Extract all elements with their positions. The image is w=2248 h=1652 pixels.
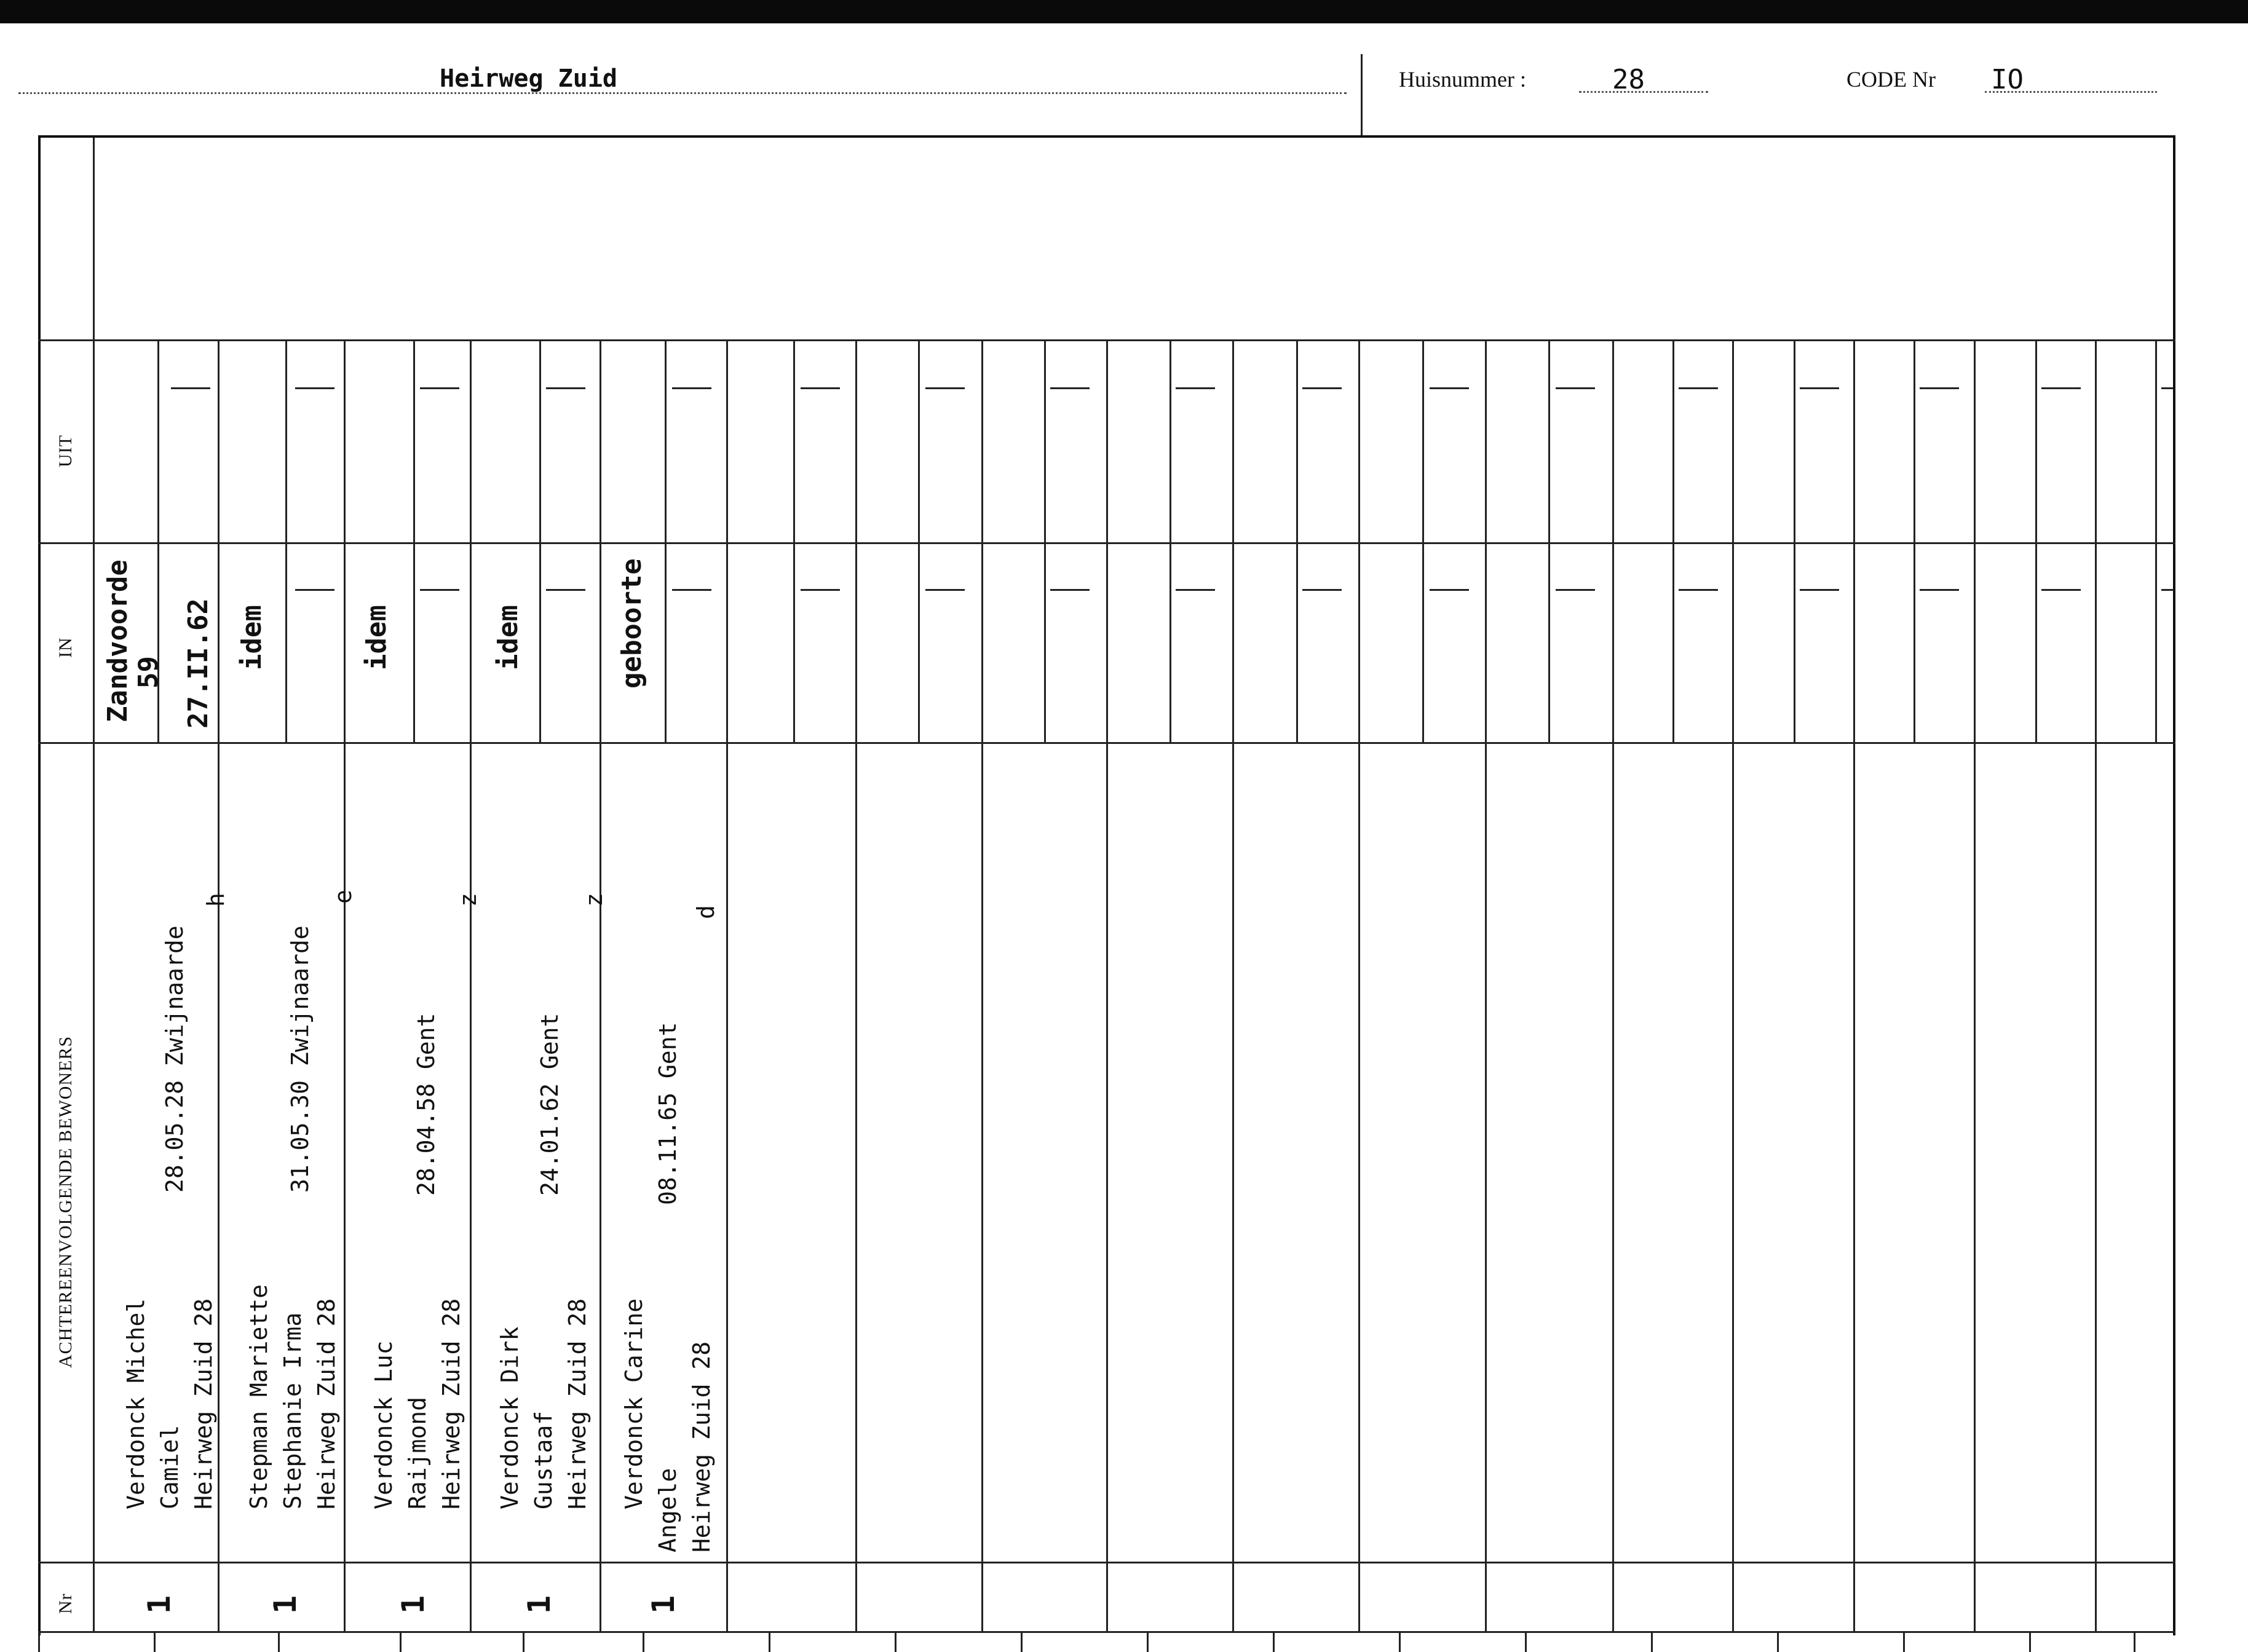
record-1-in-place: Zandvoorde (102, 559, 133, 722)
column-divider (1612, 339, 1614, 1631)
record-3-birth: 28.04.58 Gent (413, 1013, 440, 1196)
uit-dash (295, 387, 334, 389)
record-5-birth: 08.11.65 Gent (654, 1022, 681, 1205)
column-label-uit: UIT (55, 435, 76, 467)
header-divider (1361, 54, 1363, 135)
sub-column-divider (2155, 339, 2157, 742)
bottom-tick (1399, 1631, 1401, 1652)
code-label: CODE Nr (1846, 67, 1936, 92)
column-divider (1106, 339, 1108, 1631)
column-divider (981, 339, 983, 1631)
column-divider (1732, 339, 1734, 1631)
sub-column-divider (1548, 339, 1550, 742)
record-1-nr: 1 (141, 1595, 177, 1614)
bottom-tick (769, 1631, 770, 1652)
uit-dash (925, 387, 965, 389)
column-divider (855, 339, 857, 1631)
sub-column-divider (285, 339, 287, 742)
in-dash (546, 589, 585, 591)
bottom-tick (2134, 1631, 2135, 1652)
in-dash (801, 589, 840, 591)
record-3-nr: 1 (395, 1595, 431, 1614)
in-dash (420, 589, 459, 591)
in-dash (1679, 589, 1718, 591)
record-2-birth: 31.05.30 Zwijnaarde (287, 925, 314, 1193)
sub-column-divider (665, 339, 667, 742)
record-5-in-place: geboorte (616, 558, 647, 689)
uit-dash (1800, 387, 1839, 389)
uit-dash (2041, 387, 2081, 389)
uit-dash (1176, 387, 1215, 389)
sub-column-divider (1044, 339, 1046, 742)
column-divider (344, 339, 346, 1631)
sub-column-divider (1170, 339, 1171, 742)
in-dash (2041, 589, 2081, 591)
in-dash (1050, 589, 1090, 591)
uit-dash (1430, 387, 1469, 389)
record-4-in-place: idem (493, 605, 524, 670)
uit-dash (420, 387, 459, 389)
in-dash (1430, 589, 1469, 591)
record-1-birth: 28.05.28 Zwijnaarde (161, 925, 188, 1193)
in-dash (925, 589, 965, 591)
record-2-mark: e (330, 890, 357, 904)
house-number-value: 28 (1612, 64, 1645, 95)
column-divider (1232, 339, 1234, 1631)
bottom-tick (1525, 1631, 1527, 1652)
record-2-second-name: Stephanie Irma (279, 1312, 306, 1509)
in-dash (1920, 589, 1959, 591)
sub-column-divider (413, 339, 415, 742)
sub-column-divider (793, 339, 795, 742)
street-name: Heirweg Zuid (440, 65, 617, 93)
uit-dash (1302, 387, 1342, 389)
column-divider (600, 339, 601, 1631)
table-bottom-line (38, 1631, 2175, 1633)
street-dotted-line (18, 92, 1347, 94)
record-3-second-name: Raijmond (404, 1396, 431, 1509)
column-label-nr: Nr (55, 1593, 76, 1614)
sub-column-divider (1422, 339, 1424, 742)
bottom-tick (400, 1631, 402, 1652)
bottom-tick (1273, 1631, 1275, 1652)
in-dash (672, 589, 711, 591)
record-2-nr: 1 (267, 1595, 303, 1614)
code-value: IO (1991, 64, 2024, 95)
bottom-tick (154, 1631, 156, 1652)
uit-dash (672, 387, 711, 389)
bottom-tick (1903, 1631, 1905, 1652)
record-3-surname-given: Verdonck Luc (370, 1340, 397, 1509)
in-dash (295, 589, 334, 591)
bottom-tick (278, 1631, 280, 1652)
sub-column-divider (918, 339, 920, 742)
column-divider (726, 339, 728, 1631)
uit-dash (171, 387, 210, 389)
record-4-nr: 1 (521, 1595, 557, 1614)
bottom-tick (1651, 1631, 1653, 1652)
uit-dash (1679, 387, 1718, 389)
record-4-second-name: Gustaaf (530, 1410, 557, 1509)
record-5-mark: d (692, 905, 719, 919)
label-column-divider (93, 138, 95, 1631)
record-1-in-number: 59 (133, 656, 164, 689)
record-3-address: Heirweg Zuid 28 (438, 1298, 465, 1509)
sub-column-divider (539, 339, 541, 742)
record-2-surname-given: Stepman Mariette (245, 1284, 272, 1509)
in-dash (1800, 589, 1839, 591)
sub-column-divider (2035, 339, 2037, 742)
record-5-address: Heirweg Zuid 28 (688, 1341, 715, 1552)
bottom-tick (1147, 1631, 1149, 1652)
column-divider (2095, 339, 2097, 1631)
record-2-in-place: idem (236, 605, 267, 670)
bottom-tick (2029, 1631, 2031, 1652)
column-divider (1974, 339, 1976, 1631)
uit-dash (2161, 387, 2174, 389)
column-label-residents: ACHTEREENVOLGENDE BEWONERS (55, 1035, 76, 1368)
record-1-in-date: 27.II.62 (183, 598, 214, 729)
record-4-mark: z (580, 893, 608, 907)
column-divider (1358, 339, 1360, 1631)
in-dash (1302, 589, 1342, 591)
record-1-surname-given: Verdonck Michel (122, 1298, 149, 1509)
record-4-address: Heirweg Zuid 28 (564, 1298, 591, 1509)
bottom-tick (38, 1631, 40, 1652)
record-5-nr: 1 (646, 1595, 681, 1614)
record-4-birth: 24.01.62 Gent (536, 1013, 563, 1196)
uit-dash (1050, 387, 1090, 389)
sub-column-divider (1672, 339, 1674, 742)
in-dash (2161, 589, 2174, 591)
top-edge-bar (0, 0, 2248, 23)
bottom-tick (895, 1631, 896, 1652)
uit-dash (546, 387, 585, 389)
uit-dash (801, 387, 840, 389)
house-number-label: Huisnummer : (1399, 67, 1526, 92)
record-5-surname-given: Verdonck Carine (620, 1298, 647, 1509)
bottom-tick (1777, 1631, 1779, 1652)
record-2-address: Heirweg Zuid 28 (313, 1298, 340, 1509)
column-divider (1853, 339, 1855, 1631)
sub-column-divider (1296, 339, 1298, 742)
record-3-mark: z (454, 893, 481, 907)
column-divider (1485, 339, 1487, 1631)
uit-dash (1920, 387, 1959, 389)
column-label-in: IN (55, 637, 76, 658)
record-3-in-place: idem (361, 605, 392, 670)
column-divider (470, 339, 472, 1631)
record-1-address: Heirweg Zuid 28 (190, 1298, 217, 1509)
bottom-tick (643, 1631, 644, 1652)
record-1-mark: h (202, 893, 229, 907)
bottom-tick (523, 1631, 524, 1652)
record-4-surname-given: Verdonck Dirk (496, 1326, 523, 1509)
sub-column-divider (1794, 339, 1795, 742)
in-dash (1556, 589, 1595, 591)
bottom-tick (1021, 1631, 1023, 1652)
in-dash (1176, 589, 1215, 591)
record-5-second-name: Angele (654, 1468, 681, 1552)
record-1-second-name: Camiel (156, 1425, 183, 1509)
uit-dash (1556, 387, 1595, 389)
sub-column-divider (1914, 339, 1915, 742)
